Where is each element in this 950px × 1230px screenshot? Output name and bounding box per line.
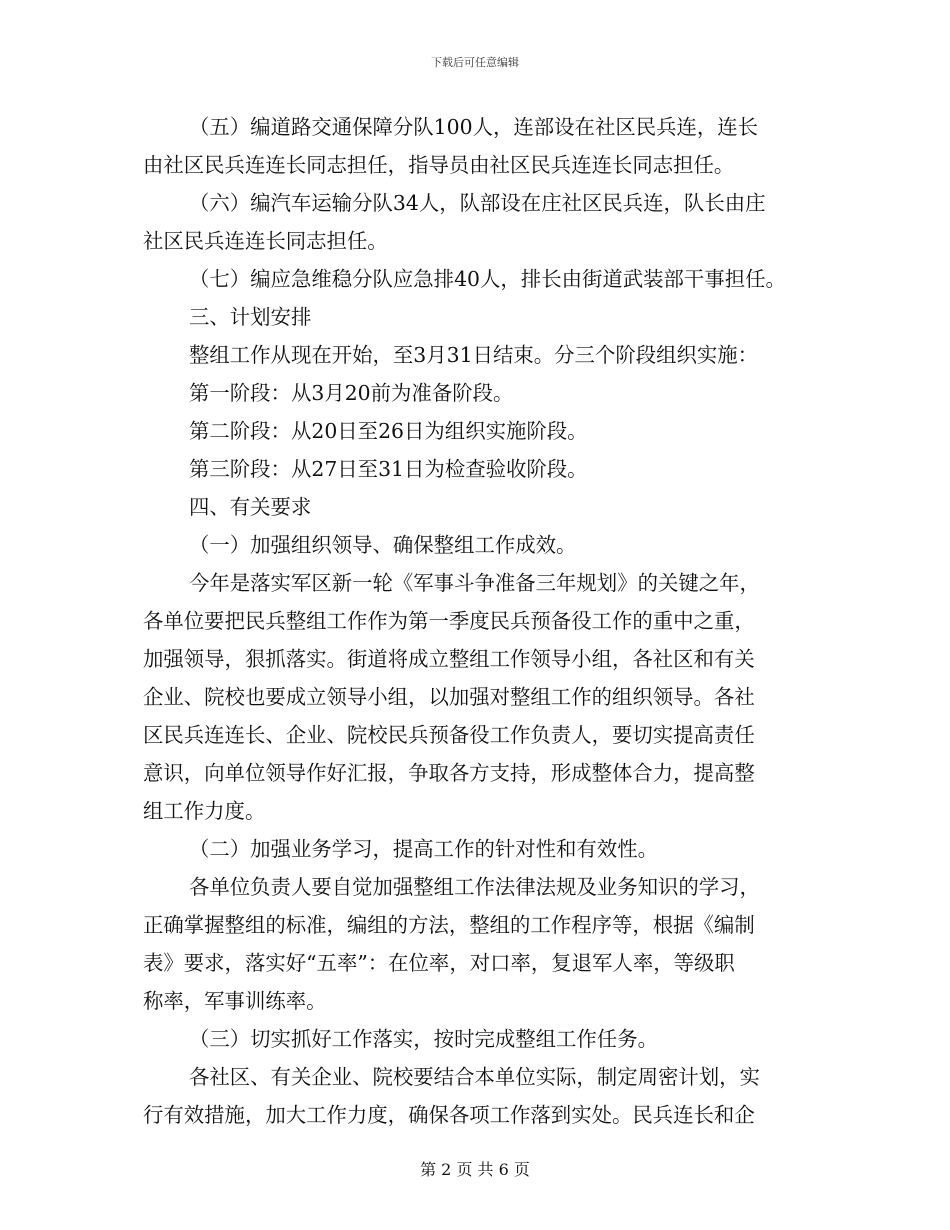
text-line: （五）编道路交通保障分队100人，连部设在社区民兵连，连长: [189, 115, 759, 139]
text-line: 意识，向单位领导作好汇报，争取各方支持，形成整体合力，提高整: [143, 761, 755, 785]
text-line: 组工作力度。: [143, 799, 266, 823]
page-footer: 第 2 页 共 6 页: [420, 1160, 530, 1179]
text-line: 称率，军事训练率。: [143, 989, 327, 1013]
text-line: （六）编汽车运输分队34人，队部设在庄社区民兵连，队长由庄: [189, 191, 766, 215]
text-line: 第二阶段：从20日至26日为组织实施阶段。: [189, 419, 588, 443]
text-line: 各单位负责人要自觉加强整组工作法律法规及业务知识的学习，: [189, 875, 760, 899]
text-line: 各社区、有关企业、院校要结合本单位实际，制定周密计划，实: [189, 1065, 760, 1089]
text-line: 由社区民兵连连长同志担任，指导员由社区民兵连连长同志担任。: [143, 153, 735, 177]
text-line: 企业、院校也要成立领导小组，以加强对整组工作的组织领导。各社: [143, 685, 755, 709]
text-line: （三）切实抓好工作落实，按时完成整组工作任务。: [189, 1027, 658, 1051]
text-line: 今年是落实军区新一轮《军事斗争准备三年规划》的关键之年，: [189, 571, 760, 595]
text-line: 区民兵连连长、企业、院校民兵预备役工作负责人，要切实提高责任: [143, 723, 755, 747]
text-line: （七）编应急维稳分队应急排40人，排长由街道武装部干事担任。: [189, 267, 786, 291]
text-line: 各单位要把民兵整组工作作为第一季度民兵预备役工作的重中之重，: [143, 609, 755, 633]
text-line: 三、计划安排: [189, 305, 312, 329]
text-line: 社区民兵连连长同志担任。: [143, 229, 388, 253]
text-line: 整组工作从现在开始，至3月31日结束。分三个阶段组织实施：: [189, 343, 759, 367]
page-header: 下载后可任意编辑: [431, 56, 519, 69]
text-line: （二）加强业务学习，提高工作的针对性和有效性。: [189, 837, 658, 861]
text-line: 加强领导，狠抓落实。街道将成立整组工作领导小组，各社区和有关: [143, 647, 755, 671]
text-line: 第三阶段：从27日至31日为检查验收阶段。: [189, 457, 588, 481]
text-line: （一）加强组织领导、确保整组工作成效。: [189, 533, 577, 557]
text-line: 表》要求，落实好“五率”：在位率，对口率，复退军人率，等级职: [143, 951, 735, 975]
text-line: 正确掌握整组的标准，编组的方法，整组的工作程序等，根据《编制: [143, 913, 755, 937]
text-line: 第一阶段：从3月20前为准备阶段。: [189, 381, 514, 405]
text-line: 行有效措施，加大工作力度，确保各项工作落到实处。民兵连长和企: [143, 1103, 755, 1127]
document-body: [143, 108, 815, 1134]
text-line: 四、有关要求: [189, 495, 312, 519]
